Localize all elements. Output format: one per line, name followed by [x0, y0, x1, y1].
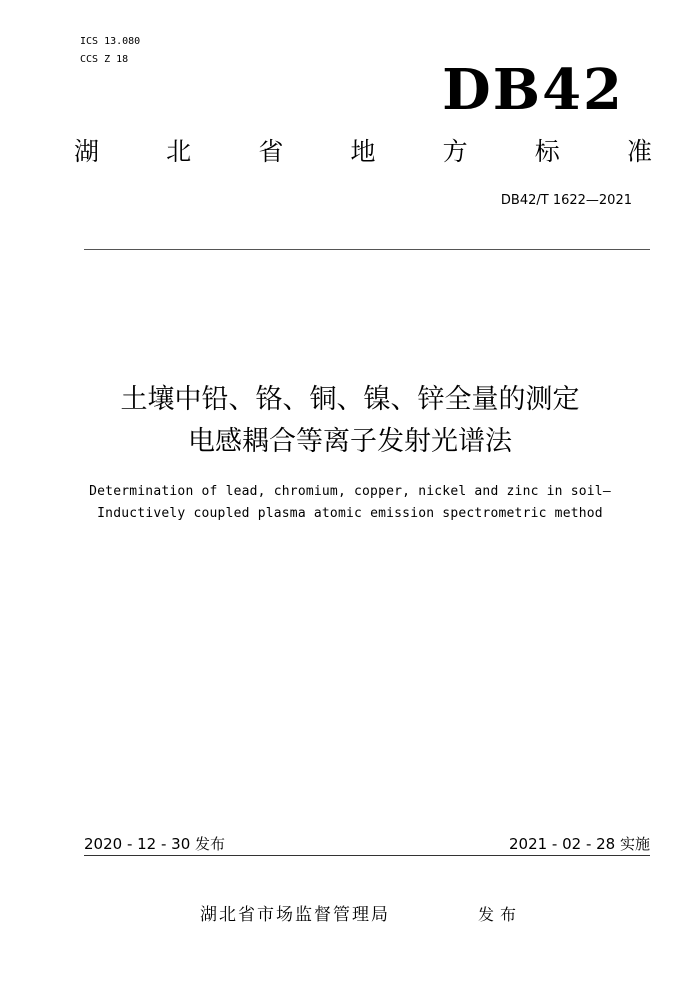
- standard-number: DB42/T 1622—2021: [500, 193, 632, 208]
- standard-class-char: 北: [166, 137, 192, 166]
- implementation-date: 2021 - 02 - 28 实施: [508, 835, 650, 853]
- title-en-line-1: Determination of lead, chromium, copper, nickel and zinc in soil—: [89, 484, 611, 499]
- standard-class: [74, 134, 652, 170]
- issue-date: 2020 - 12 - 30 发布: [84, 835, 226, 853]
- db-mark: DB42: [442, 57, 624, 123]
- standard-class-char: 标: [534, 137, 560, 166]
- ccs-code: CCS Z 18: [80, 54, 129, 65]
- standard-class-char: 准: [626, 137, 652, 166]
- standard-class-char: 湖: [74, 137, 100, 166]
- bottom-divider: [84, 855, 650, 856]
- title-cn-line-1: 土壤中铅、铬、铜、镍、锌全量的测定: [120, 384, 580, 415]
- title-cn-line-2: 电感耦合等离子发射光谱法: [188, 426, 512, 457]
- publish-label: 发布: [478, 905, 523, 924]
- top-divider: [84, 249, 650, 250]
- title-en-line-2: Inductively coupled plasma atomic emission spectrometric method: [97, 506, 603, 521]
- ics-code: ICS 13.080: [80, 36, 141, 47]
- standard-class-char: 地: [350, 137, 376, 166]
- standard-class-char: 方: [442, 137, 468, 166]
- publisher: 湖北省市场监督管理局: [200, 905, 390, 925]
- standard-class-char: 省: [258, 137, 284, 166]
